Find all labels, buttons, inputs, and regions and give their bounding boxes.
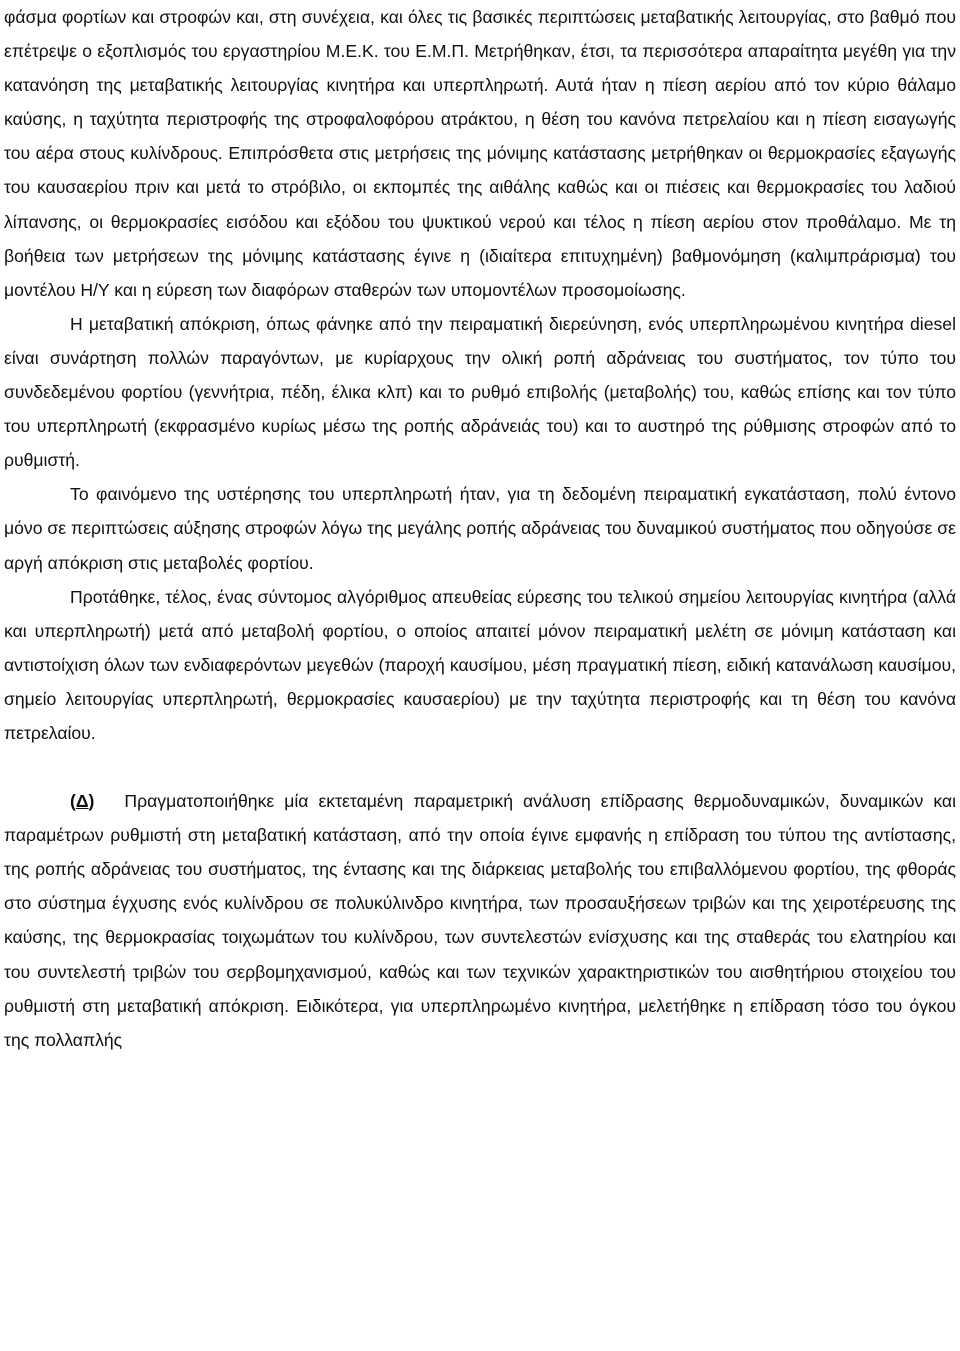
paragraph-3: Το φαινόμενο της υστέρησης του υπερπληρωτή ήταν, για τη δεδομένη πειραματική εγκατάσταση, πολύ έντονο μόνο σε περιπτώσεις αύξησης στροφών λόγω της μεγάλης ροπής αδράνειας του δυναμικού συστήματος που οδηγούσε σε αργή απόκριση στις μεταβολές φορτίου. [4, 484, 956, 573]
paragraph-spacer [4, 750, 956, 784]
section-d-open-paren: ( [70, 791, 76, 812]
section-d-close-paren: ) [88, 791, 95, 812]
paragraph-4: Προτάθηκε, τέλος, ένας σύντομος αλγόριθμος απευθείας εύρεσης του τελικού σημείου λειτουργίας κινητήρα (αλλά και υπερπληρωτή) μετά από μεταβολή φορτίου, ο οποίος απαιτεί μόνον πειραματική μελέτη σε μόνιμη κατάσταση και αντιστοίχιση όλων των ενδιαφερόντων μεγεθών (παροχή καυσίμου, μέση πραγματική πίεση, ειδική κατανάλωση καυσίμου, σημείο λειτουργίας υπερπληρωτή, θερμοκρασίες καυσαερίου) με την ταχύτητα περιστροφής και τη θέση του κανόνα πετρελαίου. [4, 586, 956, 743]
spacer [94, 791, 124, 811]
section-d-letter: Δ [75, 791, 89, 812]
paragraph-1: φάσμα φορτίων και στροφών και, στη συνέχεια, και όλες τις βασικές περιπτώσεις μεταβατικής λειτουργίας, στο βαθμό που επέτρεψε ο εξοπλισμός του εργαστηρίου Μ.Ε.Κ. του Ε.Μ.Π. Μετρήθηκαν, έτσι, τα περισσότερα απαραίτητα μεγέθη για την κατανόηση της μεταβατικής λειτουργίας κινητήρα και υπερπληρωτή. Αυτά ήταν η πίεση αερίου από τον κύριο θάλαμο καύσης, η ταχύτητα περιστροφής της στροφαλοφόρου ατράκτου, η θέση του κανόνα πετρελαίου και η πίεση εισαγωγής του αέρα στους κυλίνδρους. Επιπρόσθετα στις μετρήσεις της μόνιμης κατάστασης μετρήθηκαν οι θερμοκρασίες εξαγωγής του καυσαερίου πριν και μετά το στρόβιλο, οι εκπομπές της αιθάλης καθώς και οι πιέσεις και θερμοκρασίες του λαδιού λίπανσης, οι θερμοκρασίες εισόδου και εξόδου του ψυκτικού νερού και τέλος η πίεση αερίου στον προθάλαμο. Με τη βοήθεια των μετρήσεων της μόνιμης κατάστασης έγινε η (ιδιαίτερα επιτυχημένη) βαθμονόμηση (καλιμπράρισμα) του μοντέλου Η/Υ και η εύρεση των διαφόρων σταθερών των υπομοντέλων προσομοίωσης. [4, 7, 956, 300]
section-d-paragraph [4, 784, 956, 1057]
paragraph-5: Πραγματοποιήθηκε μία εκτεταμένη παραμετρική ανάλυση επίδρασης θερμοδυναμικών, δυναμικών και παραμέτρων ρυθμιστή στη μεταβατική κατάσταση, από την οποία έγινε εμφανής η επίδραση του τύπου της αντίστασης, της ροπής αδράνειας του συστήματος, της έντασης και της διάρκειας μεταβολής του επιβαλλόμενου φορτίου, της φθοράς στο σύστημα έγχυσης ενός κυλίνδρου σε πολυκύλινδρο κινητήρα, των προσαυξήσεων τριβών και της χειροτέρευσης της καύσης, της θερμοκρασίας τοιχωμάτων του κυλίνδρου, των συντελεστών ενίσχυσης και της σταθεράς του ελατηρίου και του συντελεστή τριβών του σερβομηχανισμού, καθώς και των τεχνικών χαρακτηριστικών του αισθητήριου στοιχείου του ρυθμιστή στη μεταβατική απόκριση. Ειδικότερα, για υπερπληρωμένο κινητήρα, μελετήθηκε η επίδραση τόσο του όγκου της πολλαπλής [4, 791, 956, 1050]
document-page [4, 0, 956, 1057]
section-d-marker [70, 791, 94, 811]
paragraph-2: Η μεταβατική απόκριση, όπως φάνηκε από την πειραματική διερεύνηση, ενός υπερπληρωμένου κινητήρα diesel είναι συνάρτηση πολλών παραγόντων, με κυρίαρχους την ολική ροπή αδράνειας του συστήματος, τον τύπο του συνδεδεμένου φορτίου (γεννήτρια, πέδη, έλικα κλπ) και το ρυθμό επιβολής (μεταβολής) του, καθώς επίσης και τον τύπο του υπερπληρωτή (εκφρασμένο κυρίως μέσω της ροπής αδράνειάς του) και το αυστηρό της ρύθμισης στροφών από το ρυθμιστή. [4, 313, 956, 471]
